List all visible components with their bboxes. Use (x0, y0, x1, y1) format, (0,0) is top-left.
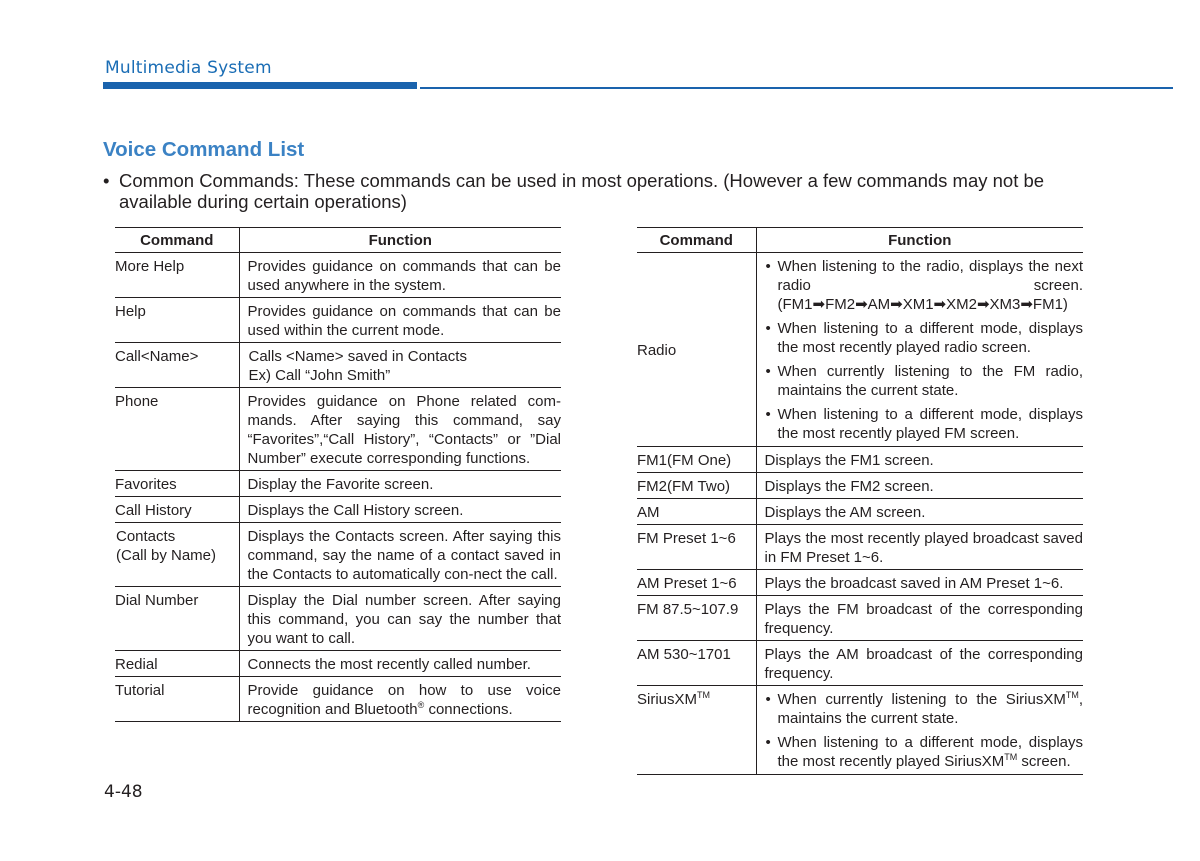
bullet-icon: • (765, 258, 771, 275)
function-text-end: connections. (424, 701, 513, 718)
command-cell: Dial Number (115, 587, 239, 651)
table-row (115, 343, 561, 388)
function-cell (756, 686, 1083, 775)
table-row (637, 570, 1083, 596)
bullet-text: When currently listening to the SiriusXM (777, 691, 1066, 708)
command-cell: Radio (637, 253, 756, 447)
function-bullet (765, 690, 1084, 728)
command-subtext: (Call by Name) (116, 547, 217, 564)
command-cell: Redial (115, 651, 239, 677)
function-cell (239, 343, 561, 388)
function-cell: Provides guidance on Phone related com-mands. After saying this command, say “Favorites”,“Call History”, “Contacts” or ”Dial Number” execute corresponding functions. (239, 388, 561, 471)
function-cell (756, 253, 1083, 447)
command-cell: FM2(FM Two) (637, 473, 756, 499)
function-example: Ex) Call “John Smith” (248, 367, 391, 384)
function-cell: Plays the broadcast saved in AM Preset 1~6. (756, 570, 1083, 596)
bullet-icon: • (765, 734, 771, 751)
bullet-text-end: screen. (1017, 753, 1071, 770)
function-line: Calls <Name> saved in Contacts (248, 348, 467, 365)
function-cell: Plays the FM broadcast of the corresponding frequency. (756, 596, 1083, 641)
table-row (637, 641, 1083, 686)
function-text: Provide guidance on how to use voice recognition and Bluetooth (247, 682, 561, 718)
table-row (115, 471, 561, 497)
function-bullet (765, 362, 1084, 400)
registered-mark: ® (417, 700, 425, 710)
table-header-row (637, 228, 1083, 253)
column-header-command: Command (115, 228, 239, 253)
bullet-text: When listening to the radio, displays the next radio screen. (FM1➡FM2➡AM➡XM1➡XM2➡XM3➡FM1) (777, 258, 1083, 313)
column-header-function: Function (239, 228, 561, 253)
table-row (637, 253, 1083, 447)
table-row (115, 651, 561, 677)
table-row (115, 253, 561, 298)
command-cell: AM 530~1701 (637, 641, 756, 686)
function-bullet (765, 319, 1084, 357)
table-header-row (115, 228, 561, 253)
header-rule-thick (103, 82, 417, 89)
command-cell: More Help (115, 253, 239, 298)
function-bullet (765, 405, 1084, 443)
bullet-icon: • (765, 363, 771, 380)
bullet-icon: • (765, 320, 771, 337)
command-cell: Call History (115, 497, 239, 523)
bullet-icon: • (103, 170, 110, 191)
function-cell: Connects the most recently called number. (239, 651, 561, 677)
function-cell: Display the Dial number screen. After saying this command, you can say the number that you want to call. (239, 587, 561, 651)
table-row (115, 677, 561, 722)
command-table-right (637, 227, 1083, 775)
function-cell: Displays the FM2 screen. (756, 473, 1083, 499)
trademark-mark: TM (697, 690, 711, 700)
function-cell: Displays the Contacts screen. After saying this command, say the name of a contact saved in the Contacts to automatically con-nect the call. (239, 523, 561, 587)
trademark-mark: TM (1065, 690, 1079, 700)
function-cell: Provides guidance on commands that can be used within the current mode. (239, 298, 561, 343)
section-header: Multimedia System (105, 58, 272, 78)
command-cell (115, 523, 239, 587)
function-cell: Plays the AM broadcast of the corresponding frequency. (756, 641, 1083, 686)
table-row (637, 596, 1083, 641)
function-cell: Plays the most recently played broadcast saved in FM Preset 1~6. (756, 525, 1083, 570)
command-cell: FM 87.5~107.9 (637, 596, 756, 641)
bullet-text: When currently listening to the FM radio, maintains the current state. (777, 363, 1083, 399)
table-row (115, 388, 561, 471)
column-header-command: Command (637, 228, 756, 253)
command-cell: AM Preset 1~6 (637, 570, 756, 596)
function-cell: Displays the FM1 screen. (756, 447, 1083, 473)
command-text: SiriusXM (637, 691, 698, 708)
command-cell (637, 686, 756, 775)
intro-text: Common Commands: These commands can be used in most operations. (However a few commands may not be available during certain operations) (119, 170, 1045, 212)
bullet-text-end: , maintains the current state. (777, 691, 1083, 727)
function-cell (239, 677, 561, 722)
table-row (115, 497, 561, 523)
bullet-icon: • (765, 691, 771, 708)
table-row (637, 447, 1083, 473)
bullet-icon: • (765, 406, 771, 423)
function-cell: Displays the AM screen. (756, 499, 1083, 525)
command-cell: FM1(FM One) (637, 447, 756, 473)
table-row (115, 523, 561, 587)
header-rule-thin (420, 87, 1173, 89)
page-number: 4-48 (104, 782, 143, 802)
command-cell: Tutorial (115, 677, 239, 722)
function-cell: Displays the Call History screen. (239, 497, 561, 523)
table-row (115, 587, 561, 651)
command-cell: Call<Name> (115, 343, 239, 388)
function-bullet (765, 733, 1084, 771)
table-row (637, 499, 1083, 525)
intro-paragraph (103, 170, 1103, 212)
column-header-function: Function (756, 228, 1083, 253)
command-cell: AM (637, 499, 756, 525)
command-cell: FM Preset 1~6 (637, 525, 756, 570)
table-row (115, 298, 561, 343)
trademark-mark: TM (1004, 752, 1018, 762)
table-row (637, 686, 1083, 775)
command-text: Contacts (116, 528, 176, 545)
bullet-text: When listening to a different mode, displays the most recently played radio screen. (777, 320, 1083, 356)
bullet-text: When listening to a different mode, displays the most recently played SiriusXM (777, 734, 1083, 770)
command-table-left (115, 227, 561, 722)
bullet-text: When listening to a different mode, displays the most recently played FM screen. (777, 406, 1083, 442)
table-row (637, 473, 1083, 499)
table-row (637, 525, 1083, 570)
function-cell: Provides guidance on commands that can be used anywhere in the system. (239, 253, 561, 298)
function-cell: Display the Favorite screen. (239, 471, 561, 497)
command-cell: Phone (115, 388, 239, 471)
page-title: Voice Command List (103, 138, 305, 161)
command-cell: Favorites (115, 471, 239, 497)
command-cell: Help (115, 298, 239, 343)
function-bullet (765, 257, 1084, 314)
